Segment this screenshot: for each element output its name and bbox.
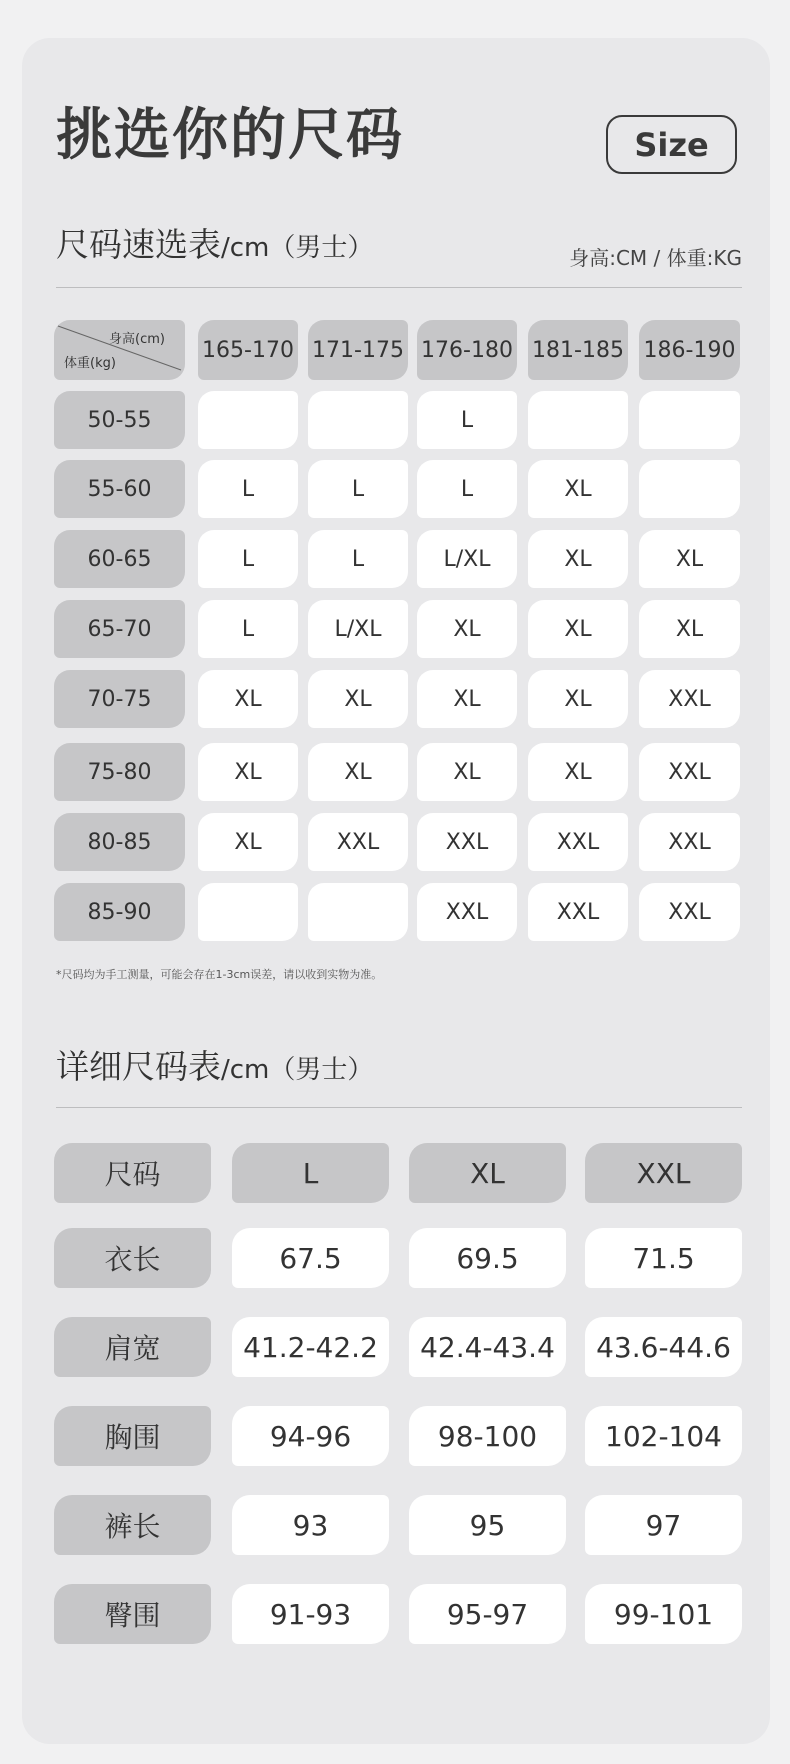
corner-header-cell xyxy=(54,320,185,380)
detail-value-cell: 97 xyxy=(585,1495,742,1555)
size-cell: XL xyxy=(528,670,628,728)
weight-row-header: 85-90 xyxy=(54,883,185,941)
detail-size-header: XXL xyxy=(585,1143,742,1203)
detail-value-cell: 94-96 xyxy=(232,1406,389,1466)
units-note: 身高:CM / 体重:KG xyxy=(569,246,742,270)
size-cell xyxy=(308,391,408,449)
detail-value-cell: 98-100 xyxy=(409,1406,566,1466)
size-cell: XL xyxy=(528,743,628,801)
weight-row-header: 55-60 xyxy=(54,460,185,518)
divider xyxy=(56,287,742,288)
detail-row-label: 臀围 xyxy=(54,1584,211,1644)
height-header-cell: 165-170 xyxy=(198,320,298,380)
height-header-cell: 176-180 xyxy=(417,320,517,380)
size-cell xyxy=(528,391,628,449)
weight-row-header: 60-65 xyxy=(54,530,185,588)
size-cell: XL xyxy=(639,600,740,658)
size-cell: L xyxy=(417,460,517,518)
size-cell: XL xyxy=(308,743,408,801)
size-cell: XXL xyxy=(639,813,740,871)
measurement-note: *尺码均为手工测量，可能会存在1-3cm误差，请以收到实物为准。 xyxy=(56,968,383,981)
corner-weight-label: 体重(kg) xyxy=(64,356,116,371)
size-cell xyxy=(639,391,740,449)
detail-value-cell: 95-97 xyxy=(409,1584,566,1644)
detail-value-cell: 43.6-44.6 xyxy=(585,1317,742,1377)
size-cell: XXL xyxy=(528,883,628,941)
detail-value-cell: 67.5 xyxy=(232,1228,389,1288)
detail-row-label: 裤长 xyxy=(54,1495,211,1555)
detail-table-title xyxy=(56,1047,374,1086)
size-cell: XL xyxy=(198,670,298,728)
size-cell: XL xyxy=(417,670,517,728)
weight-row-header: 50-55 xyxy=(54,391,185,449)
detail-row-label: 衣长 xyxy=(54,1228,211,1288)
size-cell xyxy=(198,883,298,941)
detail-value-cell: 69.5 xyxy=(409,1228,566,1288)
quick-table-title-text: 尺码速选表 xyxy=(56,225,221,264)
size-cell: L xyxy=(308,530,408,588)
weight-row-header: 80-85 xyxy=(54,813,185,871)
size-cell: XL xyxy=(528,530,628,588)
height-header-cell: 171-175 xyxy=(308,320,408,380)
divider xyxy=(56,1107,742,1108)
size-cell: XL xyxy=(528,460,628,518)
detail-row-label: 肩宽 xyxy=(54,1317,211,1377)
weight-row-header: 65-70 xyxy=(54,600,185,658)
size-cell: L xyxy=(198,530,298,588)
size-cell: L xyxy=(198,600,298,658)
detail-size-header: L xyxy=(232,1143,389,1203)
size-cell: XL xyxy=(308,670,408,728)
size-cell: XL xyxy=(198,743,298,801)
size-cell: XXL xyxy=(639,883,740,941)
size-cell: L xyxy=(198,460,298,518)
detail-table-unit: /cm（男士） xyxy=(221,1055,374,1085)
detail-value-cell: 102-104 xyxy=(585,1406,742,1466)
height-header-cell: 181-185 xyxy=(528,320,628,380)
weight-row-header: 75-80 xyxy=(54,743,185,801)
size-cell xyxy=(198,391,298,449)
size-cell: XXL xyxy=(417,813,517,871)
detail-value-cell: 71.5 xyxy=(585,1228,742,1288)
quick-table-title xyxy=(56,225,374,264)
detail-header-label: 尺码 xyxy=(54,1143,211,1203)
detail-row-label: 胸围 xyxy=(54,1406,211,1466)
size-cell: XXL xyxy=(417,883,517,941)
size-cell: XXL xyxy=(528,813,628,871)
detail-value-cell: 42.4-43.4 xyxy=(409,1317,566,1377)
detail-value-cell: 93 xyxy=(232,1495,389,1555)
size-cell: L xyxy=(308,460,408,518)
detail-value-cell: 41.2-42.2 xyxy=(232,1317,389,1377)
size-cell: XXL xyxy=(308,813,408,871)
weight-row-header: 70-75 xyxy=(54,670,185,728)
size-cell xyxy=(639,460,740,518)
size-cell: XL xyxy=(198,813,298,871)
size-cell: XXL xyxy=(639,670,740,728)
page-title: 挑选你的尺码 xyxy=(56,103,404,168)
detail-value-cell: 95 xyxy=(409,1495,566,1555)
detail-table-title-text: 详细尺码表 xyxy=(56,1047,221,1086)
size-cell: XL xyxy=(639,530,740,588)
detail-value-cell: 99-101 xyxy=(585,1584,742,1644)
corner-height-label: 身高(cm) xyxy=(109,332,165,347)
size-cell: XXL xyxy=(639,743,740,801)
size-cell: XL xyxy=(417,600,517,658)
size-cell: L/XL xyxy=(308,600,408,658)
size-cell: XL xyxy=(528,600,628,658)
size-cell: L xyxy=(417,391,517,449)
size-badge: Size xyxy=(606,115,737,174)
detail-value-cell: 91-93 xyxy=(232,1584,389,1644)
detail-size-header: XL xyxy=(409,1143,566,1203)
size-cell: L/XL xyxy=(417,530,517,588)
size-cell xyxy=(308,883,408,941)
height-header-cell: 186-190 xyxy=(639,320,740,380)
size-cell: XL xyxy=(417,743,517,801)
quick-table-unit: /cm（男士） xyxy=(221,233,374,263)
